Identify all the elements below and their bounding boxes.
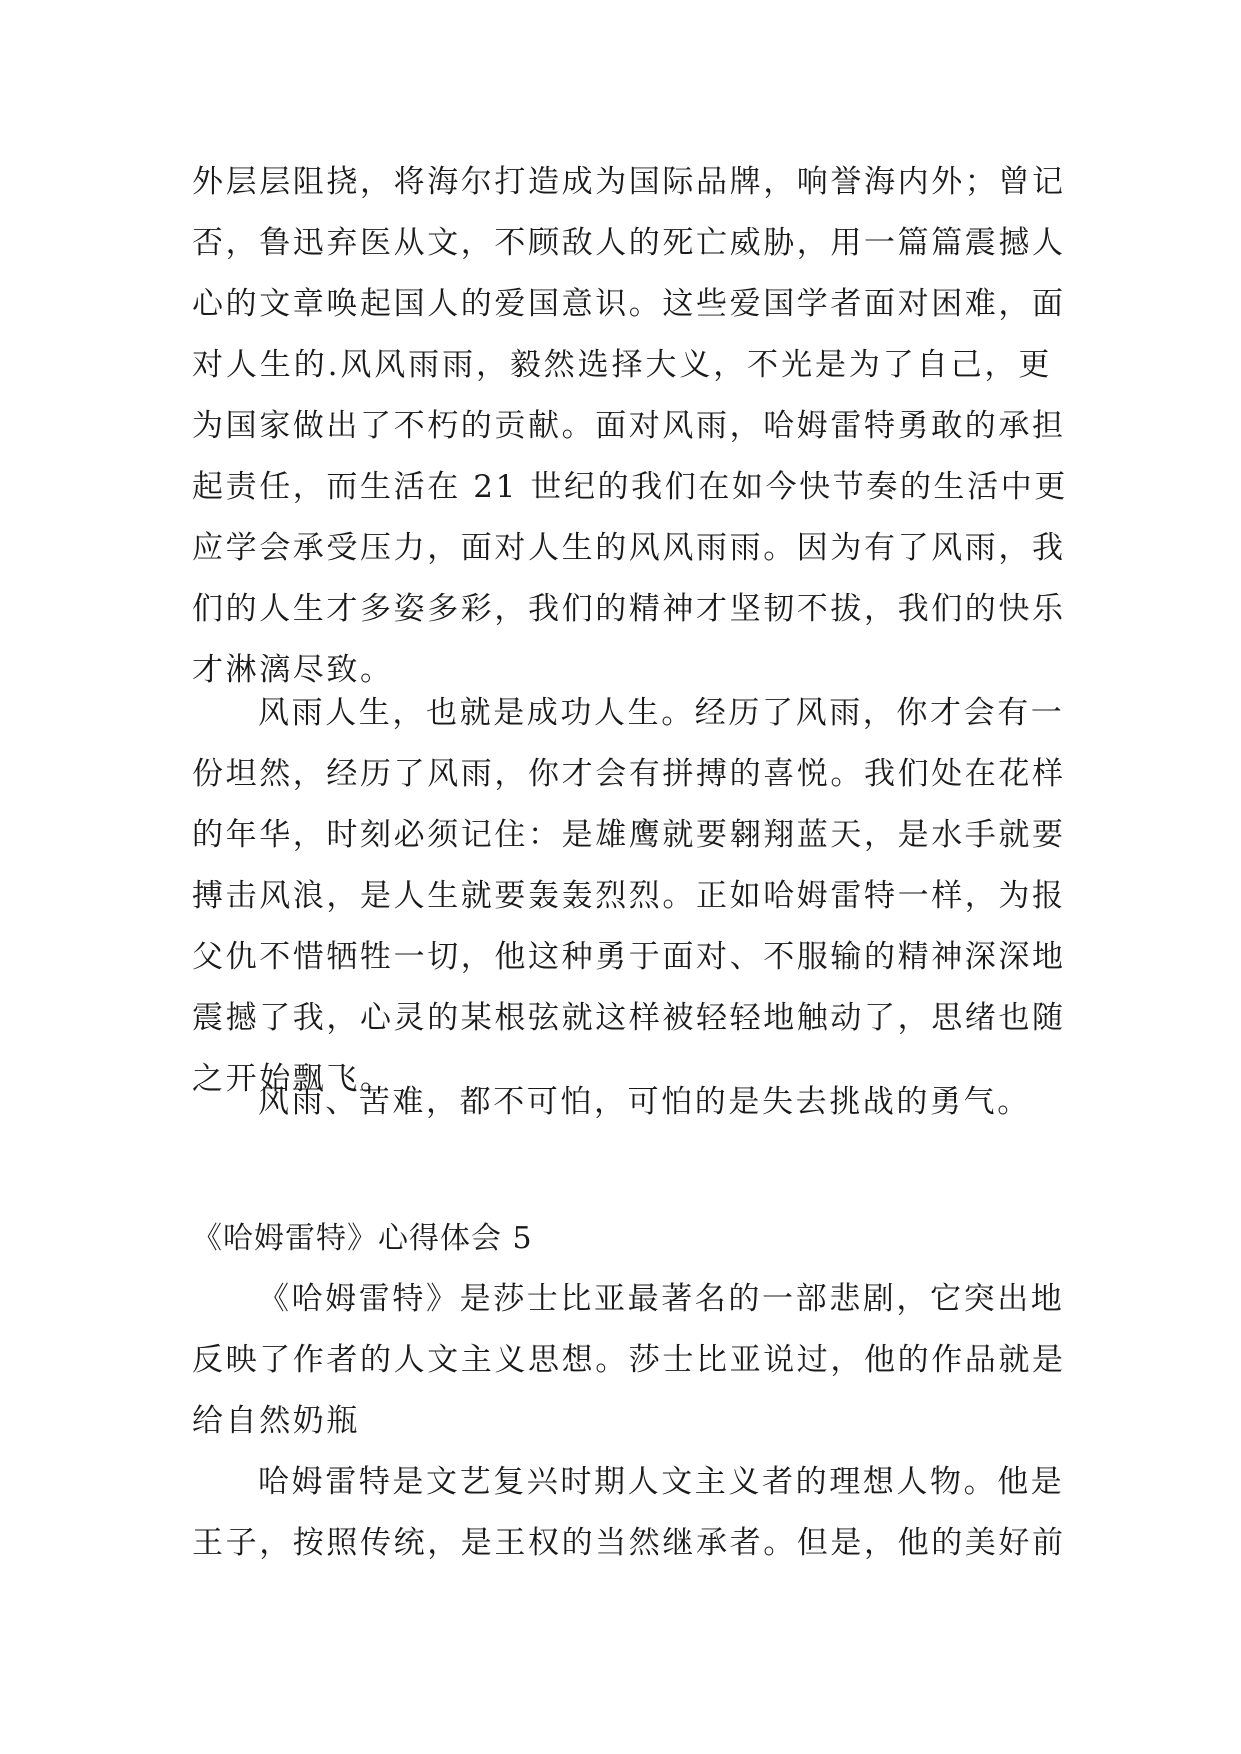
- text-line: 外层层阻挠，将海尔打造成为国际品牌，响誉海内外；曾记: [192, 164, 1066, 200]
- text-line: 搏击风浪，是人生就要轰轰烈烈。正如哈姆雷特一样，为报: [192, 878, 1066, 914]
- text-line: 之开始飘飞。: [192, 1061, 394, 1097]
- text-line: 起责任，而生活在 21 世纪的我们在如今快节奏的生活中更: [192, 469, 1068, 505]
- paragraph: [192, 1072, 1052, 1133]
- text-line: 为国家做出了不朽的贡献。面对风雨，哈姆雷特勇敢的承担: [192, 408, 1066, 444]
- text-line: 《哈姆雷特》是莎士比亚最著名的一部悲剧，它突出地: [258, 1281, 1065, 1317]
- text-line: 反映了作者的人文主义思想。莎士比亚说过，他的作品就是: [192, 1342, 1066, 1378]
- text-line: 心的文章唤起国人的爱国意识。这些爱国学者面对困难，面: [192, 286, 1066, 322]
- text-line: 给自然奶瓶: [192, 1403, 360, 1439]
- paragraph: [192, 152, 1068, 701]
- text-line: 才淋漓尽致。: [192, 652, 394, 688]
- paragraph: [192, 1452, 1066, 1574]
- text-line: 份坦然，经历了风雨，你才会有拼搏的喜悦。我们处在花样: [192, 756, 1066, 792]
- text-line: 对人生的.风风雨雨，毅然选择大义，不光是为了自己，更: [192, 347, 1052, 383]
- paragraph: [192, 683, 1066, 1110]
- section-heading: 《哈姆雷特》心得体会 5: [192, 1221, 533, 1256]
- text-line: 否，鲁迅弃医从文，不顾敌人的死亡威胁，用一篇篇震撼人: [192, 225, 1066, 261]
- text-line: 的年华，时刻必须记住：是雄鹰就要翱翔蓝天，是水手就要: [192, 817, 1066, 853]
- text-line: 们的人生才多姿多彩，我们的精神才坚韧不拔，我们的快乐: [192, 591, 1066, 627]
- text-line: 王子，按照传统，是王权的当然继承者。但是，他的美好前: [192, 1525, 1066, 1561]
- text-line: 风雨人生，也就是成功人生。经历了风雨，你才会有一: [258, 695, 1065, 731]
- text-line: 应学会承受压力，面对人生的风风雨雨。因为有了风雨，我: [192, 530, 1066, 566]
- paragraph: [192, 1269, 1066, 1452]
- text-line: 风雨、苦难，都不可怕，可怕的是失去挑战的勇气。: [258, 1084, 1031, 1120]
- text-line: 哈姆雷特是文艺复兴时期人文主义者的理想人物。他是: [258, 1464, 1065, 1500]
- text-line: 震撼了我，心灵的某根弦就这样被轻轻地触动了，思绪也随: [192, 1000, 1066, 1036]
- text-line: 父仇不惜牺牲一切，他这种勇于面对、不服输的精神深深地: [192, 939, 1066, 975]
